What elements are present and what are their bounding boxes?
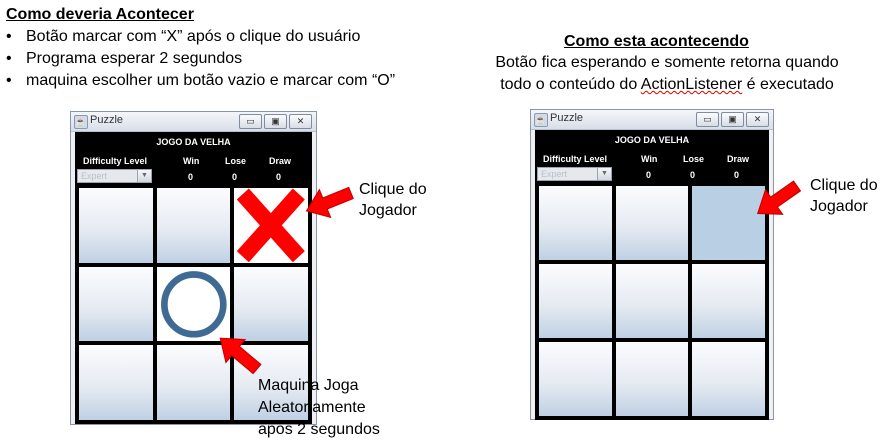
player-click-label-right-1: Clique do [810,177,878,194]
game-title: JOGO DA VELHA [156,137,231,147]
draw-count: 0 [734,170,740,180]
machine-play-label-3: apos 2 segundos [258,421,380,438]
player-click-label-1: Clique do [359,181,427,198]
minimize-button[interactable]: ▭ [696,112,719,127]
close-button[interactable]: ✕ [746,112,769,127]
actual-behavior-line1: Botão fica esperando e somente retorna quando [495,54,839,71]
draw-label: Draw [269,156,292,166]
difficulty-value: Expert [541,169,568,179]
java-icon: ☕ [75,117,87,127]
win-count: 0 [188,172,194,182]
desc-prefix: todo o conteúdo do [500,76,641,93]
java-icon: ☕ [535,115,547,125]
window-title: Puzzle [550,112,584,124]
close-button[interactable]: ✕ [289,114,312,129]
draw-count: 0 [276,172,282,182]
win-count: 0 [646,170,652,180]
player-click-label-right-2: Jogador [810,198,868,215]
arrow-icon [211,327,267,381]
bullet-item: • maquina escolher um botão vazio e marcar com “O” [6,70,395,92]
window-title: Puzzle [90,114,124,126]
machine-play-label-1: Maquina Joga [258,377,359,394]
draw-label: Draw [727,154,750,164]
difficulty-label: Difficulty Level [543,154,608,164]
player-click-label-2: Jogador [359,202,417,219]
actionlistener-term: ActionListener [640,76,743,93]
maximize-button[interactable]: ▣ [721,112,744,127]
bullet-item: • Programa esperar 2 segundos [6,48,395,70]
chevron-down-icon: ▼ [137,170,151,182]
lose-count: 0 [690,170,696,180]
lose-count: 0 [232,172,238,182]
minimize-button[interactable]: ▭ [239,114,262,129]
game-title: JOGO DA VELHA [614,135,690,145]
chevron-down-icon: ▼ [597,168,611,180]
lose-label: Lose [225,156,247,166]
desc-suffix: é executado [742,76,834,93]
arrow-icon [749,174,806,226]
bullet-item: • Botão marcar com “X” após o clique do usuário [6,26,395,48]
difficulty-value: Expert [81,171,108,181]
arrow-icon [301,179,357,225]
right-heading: Como esta acontecendo [564,33,749,50]
machine-play-label-2: Aleatoriamente [258,399,366,416]
win-label: Win [183,156,200,166]
win-label: Win [641,154,658,164]
left-heading: Como deveria Acontecer [6,6,194,23]
lose-label: Lose [683,154,705,164]
maximize-button[interactable]: ▣ [264,114,287,129]
difficulty-label: Difficulty Level [83,156,148,166]
